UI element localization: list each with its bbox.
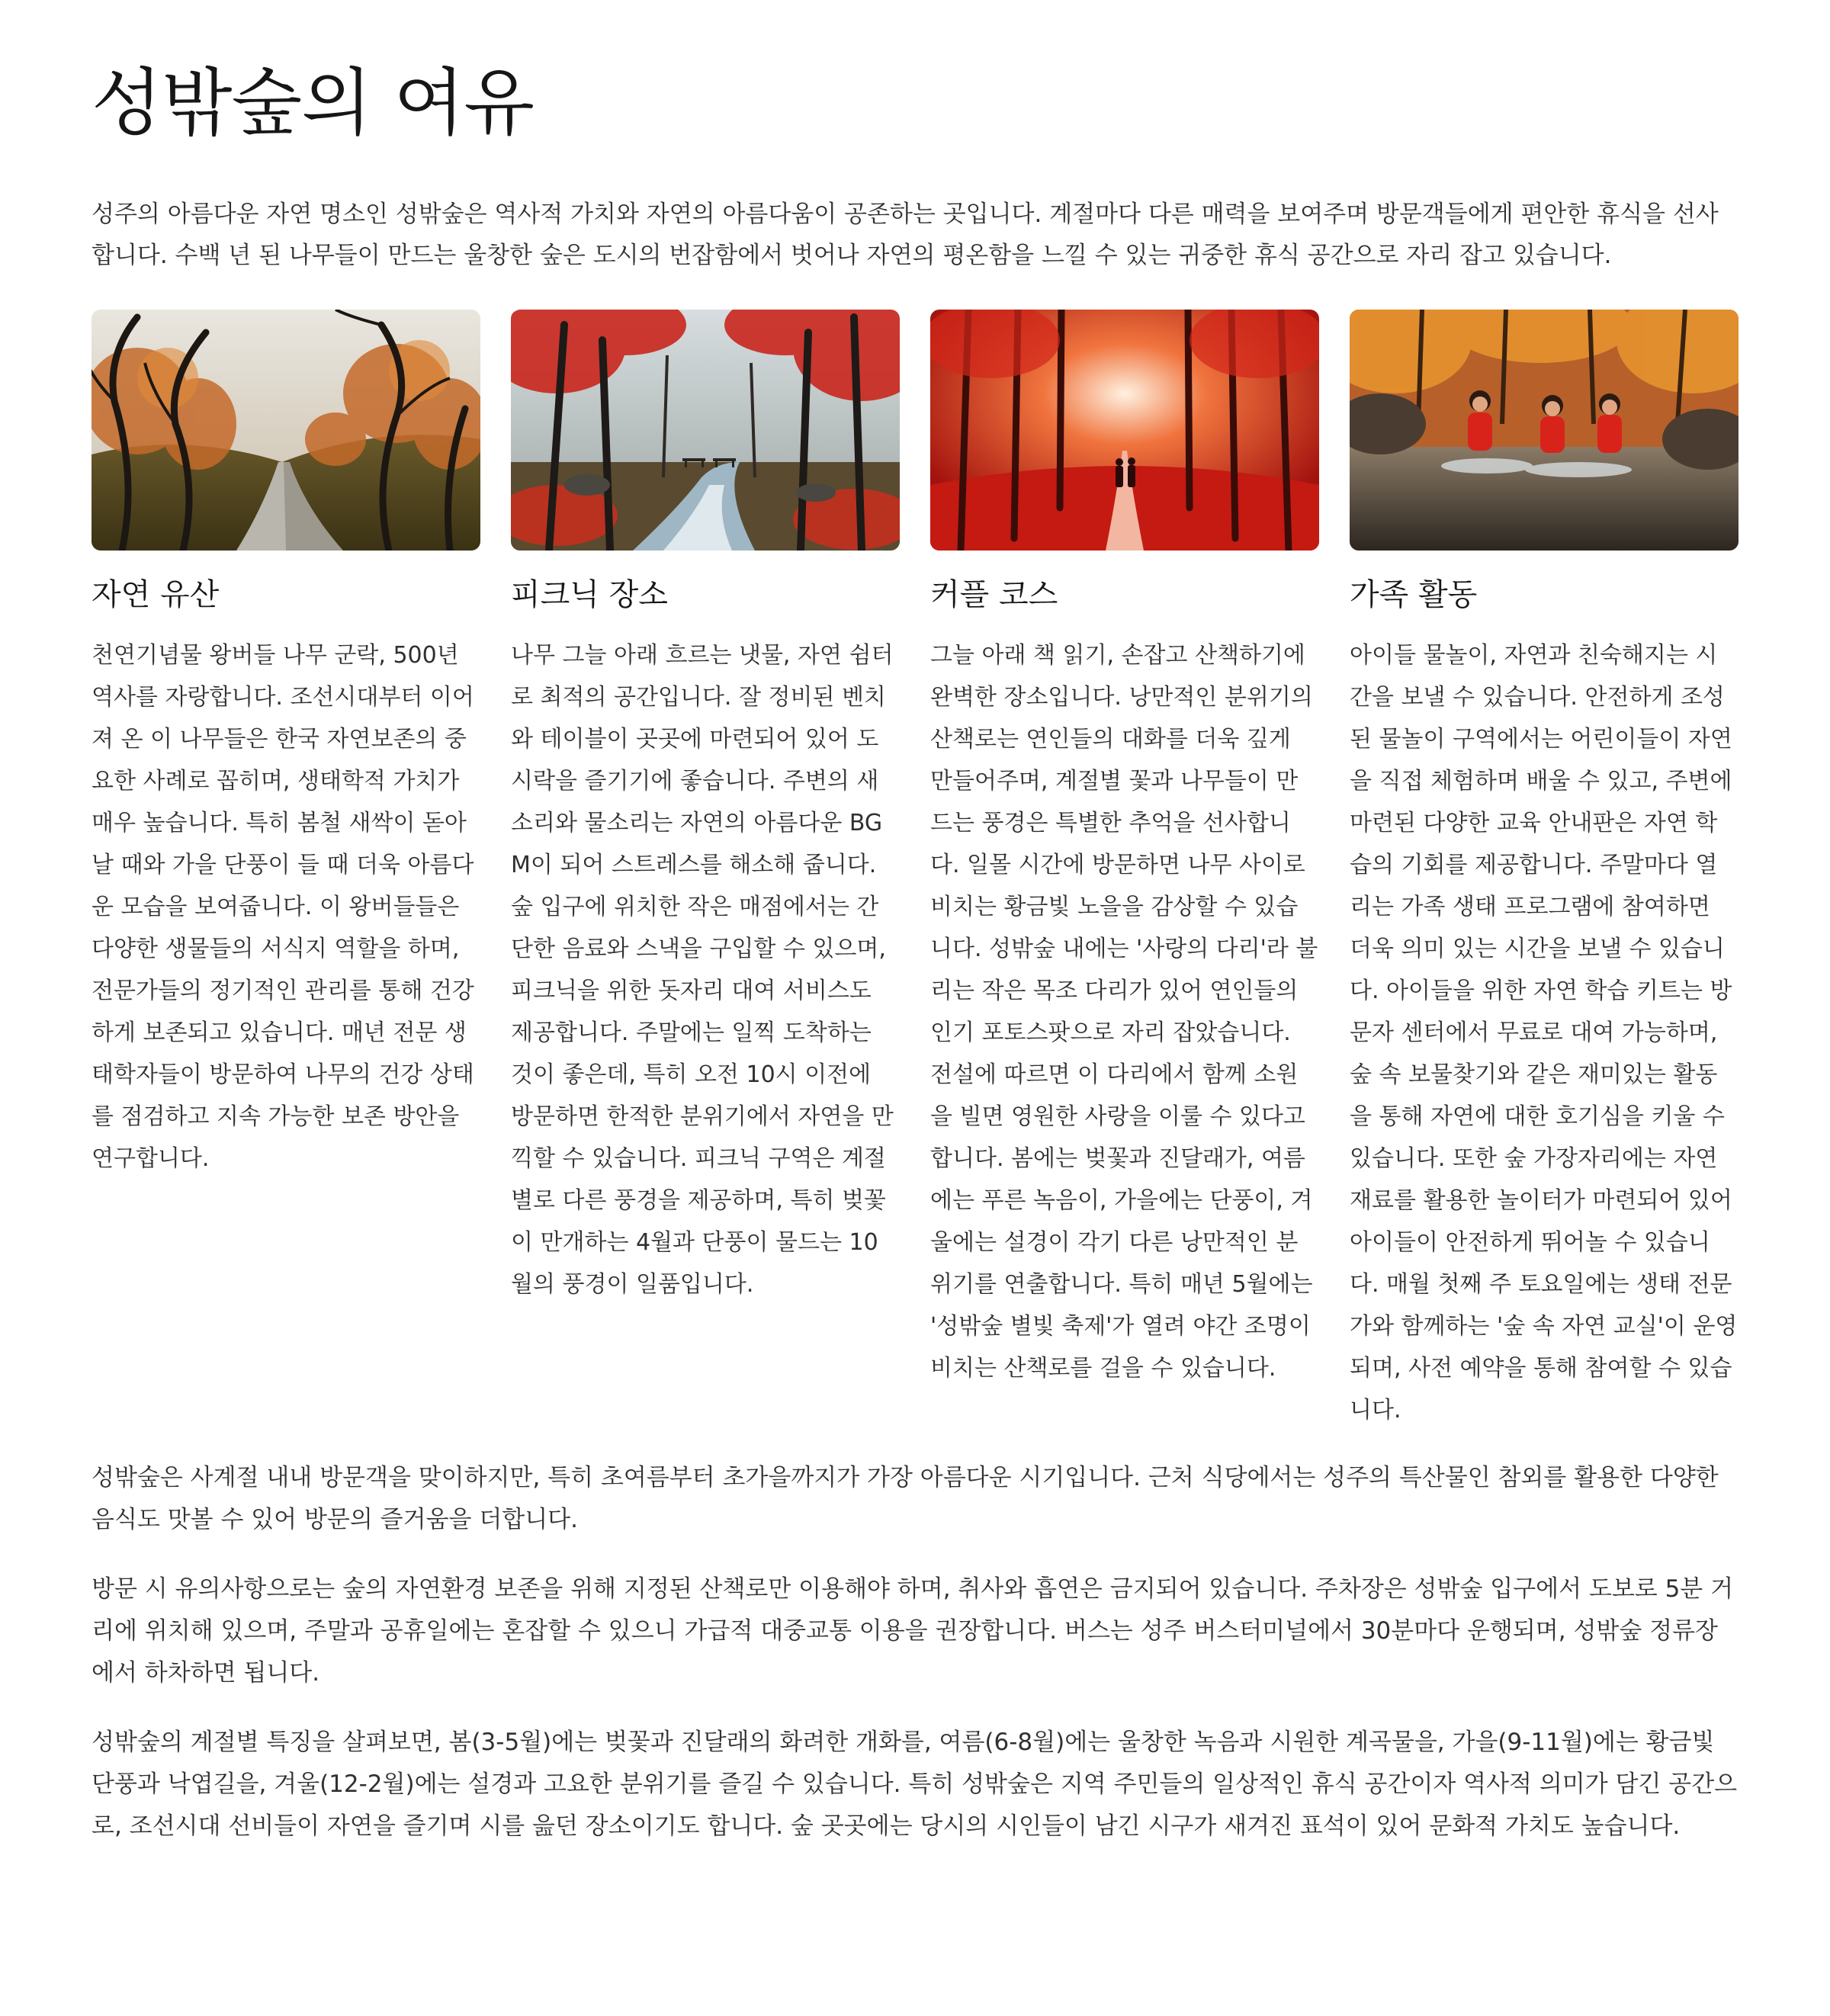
card-text: 나무 그늘 아래 흐르는 냇물, 자연 쉼터로 최적의 공간입니다. 잘 정비된 벤치와 테이블이 곳곳에 마련되어 있어 도시락을 즐기기에 좋습니다. 주변의 새소리와 물소리는 자연의 아름다운 BGM이 되어 스트레스를 해소해 줍니다. 숲 입구에 위치한 작은 매점에서는 간단한 음료와 스낵을 구입할 수 있으며, 피크닉을 위한 돗자리 대여 서비스도 제공합니다. 주말에는 일찍 도착하는 것이 좋은데, 특히 오전 10시 이전에 방문하면 한적한 분위기에서 자연을 만끽할 수 있습니다. 피크닉 구역은 계절별로 다른 풍경을 제공하며, 특히 벚꽃이 만개하는 4월과 단풍이 물드는 10월의 풍경이 일품입니다. bbox=[511, 642, 894, 1299]
closing-paragraphs bbox=[92, 1457, 1738, 1847]
card-picnic-spot bbox=[511, 310, 900, 1431]
children-stream-play-photo bbox=[1350, 310, 1738, 551]
card-text: 천연기념물 왕버들 나무 군락, 500년 역사를 자랑합니다. 조선시대부터 이어져 온 이 나무들은 한국 자연보존의 중요한 사례로 꼽히며, 생태학적 가치가 매우 높습니다. 특히 봄철 새싹이 돋아날 때와 가을 단풍이 들 때 더욱 아름다운 모습을 보여줍니다. 이 왕버들들은 다양한 생물들의 서식지 역할을 하며, 전문가들의 정기적인 관리를 통해 건강하게 보존되고 있습니다. 매년 전문 생태학자들이 방문하여 나무의 건강 상태를 점검하고 지속 가능한 보존 방안을 연구합니다. bbox=[92, 642, 474, 1173]
card-heading: 가족 활동 bbox=[1350, 577, 1478, 613]
feature-cards bbox=[92, 310, 1738, 1431]
card-text: 아이들 물놀이, 자연과 친숙해지는 시간을 보낼 수 있습니다. 안전하게 조성된 물놀이 구역에서는 어린이들이 자연을 직접 체험하며 배울 수 있고, 주변에 마련된 다양한 교육 안내판은 자연 학습의 기회를 제공합니다. 주말마다 열리는 가족 생태 프로그램에 참여하면 더욱 의미 있는 시간을 보낼 수 있습니다. 아이들을 위한 자연 학습 키트는 방문자 센터에서 무료로 대여 가능하며, 숲 속 보물찾기와 같은 재미있는 활동을 통해 자연에 대한 호기심을 키울 수 있습니다. 또한 숲 가장자리에는 자연 재료를 활용한 놀이터가 마련되어 있어 아이들이 안전하게 뛰어놀 수 있습니다. 매월 첫째 주 토요일에는 생태 전문가와 함께하는 '숲 속 자연 교실'이 운영되며, 사전 예약을 통해 참여할 수 있습니다. bbox=[1350, 642, 1738, 1424]
card-family-activity bbox=[1350, 310, 1738, 1431]
seasonal-features-paragraph: 성밖숲의 계절별 특징을 살펴보면, 봄(3-5월)에는 벚꽃과 진달래의 화려한 개화를, 여름(6-8월)에는 울창한 녹음과 시원한 계곡물을, 가을(9-11월)에는 황금빛 단풍과 낙엽길을, 겨울(12-2월)에는 설경과 고요한 분위기를 즐길 수 있습니다. 특히 성밖숲은 지역 주민들의 일상적인 휴식 공간이자 역사적 의미가 담긴 공간으로, 조선시대 선비들이 자연을 즐기며 시를 읊던 장소이기도 합니다. 숲 곳곳에는 당시의 시인들이 남긴 시구가 새겨진 표석이 있어 문화적 가치도 높습니다. bbox=[92, 1729, 1738, 1841]
intro-paragraph: 성주의 아름다운 자연 명소인 성밖숲은 역사적 가치와 자연의 아름다움이 공존하는 곳입니다. 계절마다 다른 매력을 보여주며 방문객들에게 편안한 휴식을 선사합니다. 수백 년 된 나무들이 만드는 울창한 숲은 도시의 번잡함에서 벗어나 자연의 평온함을 느낄 수 있는 귀중한 휴식 공간으로 자리 잡고 있습니다. bbox=[92, 201, 1719, 270]
card-heading: 커플 코스 bbox=[930, 577, 1058, 613]
card-text: 그늘 아래 책 읽기, 손잡고 산책하기에 완벽한 장소입니다. 낭만적인 분위기의 산책로는 연인들의 대화를 더욱 깊게 만들어주며, 계절별 꽃과 나무들이 만드는 풍경은 특별한 추억을 선사합니다. 일몰 시간에 방문하면 나무 사이로 비치는 황금빛 노을을 감상할 수 있습니다. 성밖숲 내에는 '사랑의 다리'라 불리는 작은 목조 다리가 있어 연인들의 인기 포토스팟으로 자리 잡았습니다. 전설에 따르면 이 다리에서 함께 소원을 빌면 영원한 사랑을 이룰 수 있다고 합니다. 봄에는 벚꽃과 진달래가, 여름에는 푸른 녹음이, 가을에는 단풍이, 겨울에는 설경이 각기 다른 낭만적인 분위기를 연출합니다. 특히 매년 5월에는 '성밖숲 별빛 축제'가 열려 야간 조명이 비치는 산책로를 걸을 수 있습니다. bbox=[930, 642, 1318, 1382]
card-nature-heritage bbox=[92, 310, 480, 1431]
season-visit-paragraph: 성밖숲은 사계절 내내 방문객을 맞이하지만, 특히 초여름부터 초가을까지가 가장 아름다운 시기입니다. 근처 식당에서는 성주의 특산물인 참외를 활용한 다양한 음식도 맛볼 수 있어 방문의 즐거움을 더합니다. bbox=[92, 1464, 1719, 1534]
card-heading: 자연 유산 bbox=[92, 577, 220, 613]
visitor-notice-paragraph: 방문 시 유의사항으로는 숲의 자연환경 보존을 위해 지정된 산책로만 이용해야 하며, 취사와 흡연은 금지되어 있습니다. 주차장은 성밖숲 입구에서 도보로 5분 거리에 위치해 있으며, 주말과 공휴일에는 혼잡할 수 있으니 가급적 대중교통 이용을 권장합니다. 버스는 성주 버스터미널에서 30분마다 운행되며, 성밖숲 정류장에서 하차하면 됩니다. bbox=[92, 1575, 1734, 1687]
forest-stream-picnic-photo bbox=[511, 310, 900, 551]
card-couple-course bbox=[930, 310, 1319, 1431]
card-heading: 피크닉 장소 bbox=[511, 577, 668, 613]
autumn-willow-road-photo bbox=[92, 310, 480, 551]
couple-red-forest-path-photo bbox=[930, 310, 1319, 551]
page-title: 성밖숲의 여유 bbox=[92, 60, 534, 146]
